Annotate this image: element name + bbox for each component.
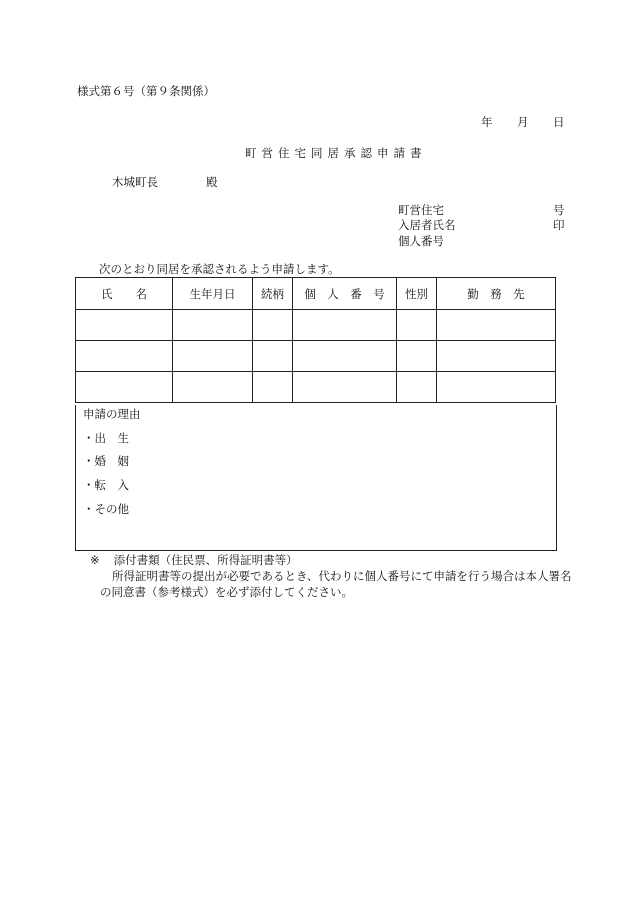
- table-row: [76, 310, 556, 341]
- cell-relationship[interactable]: [253, 341, 293, 372]
- cell-birthdate[interactable]: [173, 372, 253, 403]
- cell-workplace[interactable]: [437, 372, 556, 403]
- housing-number-suffix: 号: [553, 203, 565, 217]
- date-month: 月: [517, 115, 529, 129]
- reason-option-move-in[interactable]: ・転 入: [83, 478, 129, 492]
- cell-birthdate[interactable]: [173, 341, 253, 372]
- cell-gender[interactable]: [397, 310, 437, 341]
- note-mark: ※: [90, 553, 100, 567]
- header-gender: 性別: [397, 278, 437, 310]
- table-row: [76, 341, 556, 372]
- intro-text: 次のとおり同居を承認されるよう申請します。: [99, 262, 340, 276]
- cell-name[interactable]: [76, 341, 173, 372]
- header-workplace: 勤 務 先: [437, 278, 556, 310]
- cell-relationship[interactable]: [253, 372, 293, 403]
- note-line-2: 所得証明書等の提出が必要であるとき、代わりに個人番号にて申請を行う場合は本人署名: [112, 569, 572, 583]
- date-year: 年: [481, 115, 493, 129]
- note-attachments: 添付書類（住民票、所得証明書等）: [113, 553, 298, 567]
- reason-box: [75, 405, 557, 551]
- cell-relationship[interactable]: [253, 310, 293, 341]
- addressee-honorific: 殿: [206, 175, 218, 189]
- cell-gender[interactable]: [397, 341, 437, 372]
- reason-option-birth[interactable]: ・出 生: [83, 431, 129, 445]
- cell-workplace[interactable]: [437, 341, 556, 372]
- date-day: 日: [553, 115, 565, 129]
- resident-name-label: 入居者氏名: [398, 218, 456, 232]
- attachment-note: [90, 552, 572, 600]
- housing-label: 町営住宅: [398, 203, 444, 217]
- personal-id-label: 個人番号: [398, 234, 444, 248]
- seal-mark: 印: [553, 218, 565, 232]
- header-personal-number: 個 人 番 号: [293, 278, 397, 310]
- form-number: 様式第６号（第９条関係）: [77, 84, 215, 98]
- cell-personal-number[interactable]: [293, 341, 397, 372]
- cell-name[interactable]: [76, 310, 173, 341]
- header-birthdate: 生年月日: [173, 278, 253, 310]
- reason-option-marriage[interactable]: ・婚 姻: [83, 454, 129, 468]
- note-line-3: の同意書（参考様式）を必ず添付してください。: [100, 585, 353, 599]
- note-line-1: [90, 552, 572, 568]
- reason-option-other[interactable]: ・その他: [83, 502, 129, 516]
- cohabitant-table: [75, 277, 556, 403]
- header-name: 氏 名: [76, 278, 173, 310]
- cell-personal-number[interactable]: [293, 372, 397, 403]
- table-row: [76, 372, 556, 403]
- reason-title: 申請の理由: [83, 407, 141, 421]
- cell-workplace[interactable]: [437, 310, 556, 341]
- table-header-row: [76, 278, 556, 310]
- addressee-name: 木城町長: [112, 175, 158, 189]
- cell-birthdate[interactable]: [173, 310, 253, 341]
- header-relationship: 続柄: [253, 278, 293, 310]
- cell-gender[interactable]: [397, 372, 437, 403]
- cell-personal-number[interactable]: [293, 310, 397, 341]
- cell-name[interactable]: [76, 372, 173, 403]
- document-title: 町営住宅同居承認申請書: [245, 146, 427, 160]
